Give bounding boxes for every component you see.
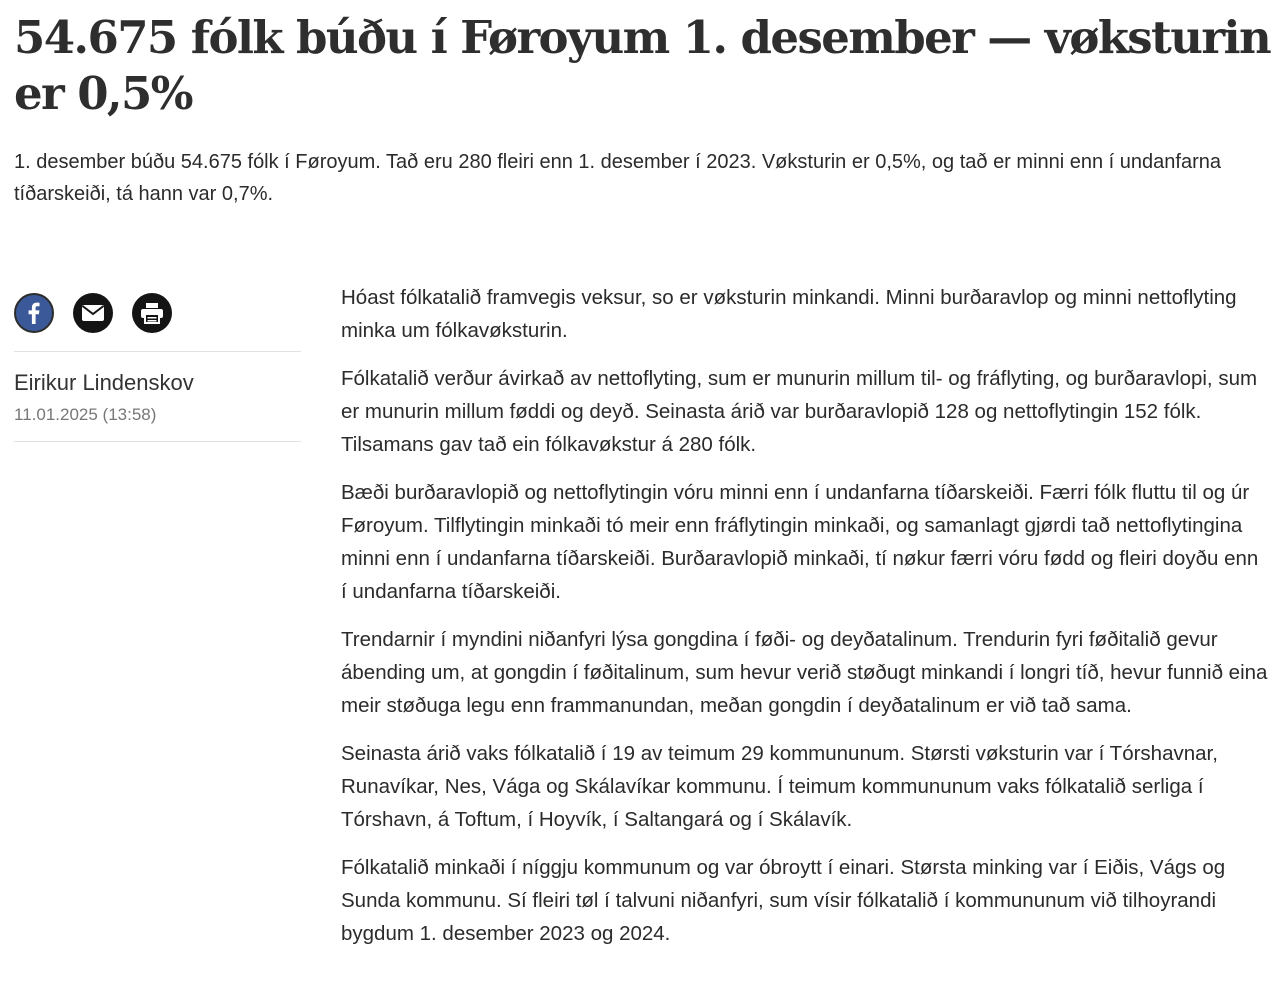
article-paragraph: Fólkatalið verður ávirkað av nettoflyting, sum er munurin millum til- og fráflyting, og burðaravlopi, sum er munurin millum føddi og deyð. Seinasta árið var burðaravlopið 128 og nettoflytingin 152 fólk. Tilsamans gav tað ein fólkavøkstur á 280 fólk. <box>341 367 1258 456</box>
article-paragraph: Hóast fólkatalið framvegis veksur, so er vøksturin minkandi. Minni burðaravlop og minni nettoflyting minka um fólkavøksturin. <box>341 286 1237 342</box>
facebook-icon <box>16 295 52 331</box>
share-bar <box>14 292 301 334</box>
print-icon <box>140 302 164 324</box>
article-lead: 1. desember búðu 54.675 fólk í Føroyum. Tað eru 280 fleiri enn 1. desember í 2023. Vøksturin er 0,5%, og tað er minni enn í undanfarna tíðarskeiði, tá hann var 0,7%. <box>14 151 1221 205</box>
print-button[interactable] <box>132 293 172 333</box>
publish-date: 11.01.2025 (13:58) <box>14 405 157 424</box>
article-paragraph: Seinasta árið vaks fólkatalið í 19 av teimum 29 kommununum. Størsti vøksturin var í Tórshavnar, Runavíkar, Nes, Vága og Skálavíkar kommunu. Í teimum kommununum vaks fólkatalið serliga í Tórshavn, á Toftum, í Hoyvík, í Saltangará og í Skálavík. <box>341 742 1218 831</box>
mail-icon <box>81 304 105 322</box>
sidebar-divider <box>14 351 301 352</box>
article-paragraph: Trendarnir í myndini niðanfyri lýsa gongdina í føði- og deyðatalinum. Trendurin fyri føðitalið gevur ábending um, at gongdin í føðitalinum, sum hevur verið støðugt minkandi í longri tíð, hevur funnið eina meir støðuga legu enn frammanundan, meðan gongdin í deyðatalinum er við tað sama. <box>341 628 1268 717</box>
article-paragraph: Fólkatalið minkaði í níggju kommunum og var óbroytt í einari. Størsta minking var í Eiðis, Vágs og Sunda kommunu. Sí fleiri tøl í talvuni niðanfyri, sum vísir fólkatalið í kommununum við tilhoyrandi bygdum 1. desember 2023 og 2024. <box>341 856 1226 945</box>
article-body <box>341 281 1269 965</box>
article-paragraph: Bæði burðaravlopið og nettoflytingin vóru minni enn í undanfarna tíðarskeiði. Færri fólk fluttu til og úr Føroyum. Tilflytingin minkaði tó meir enn fráflytingin minkaði, og samanlagt gjørdi tað nettoflytingina minni enn í undanfarna tíðarskeiði. Burðaravlopið minkaði, tí nøkur færri vóru fødd og fleiri doyðu enn í undanfarna tíðarskeiði. <box>341 481 1259 603</box>
article-title: 54.675 fólk búðu í Føroyum 1. desember — vøksturin er 0,5% <box>14 11 1271 120</box>
author-name: Eirikur Lindenskov <box>14 370 194 395</box>
email-share-button[interactable] <box>73 293 113 333</box>
article-sidebar <box>14 292 301 442</box>
facebook-share-button[interactable] <box>14 293 54 333</box>
sidebar-divider <box>14 441 301 442</box>
